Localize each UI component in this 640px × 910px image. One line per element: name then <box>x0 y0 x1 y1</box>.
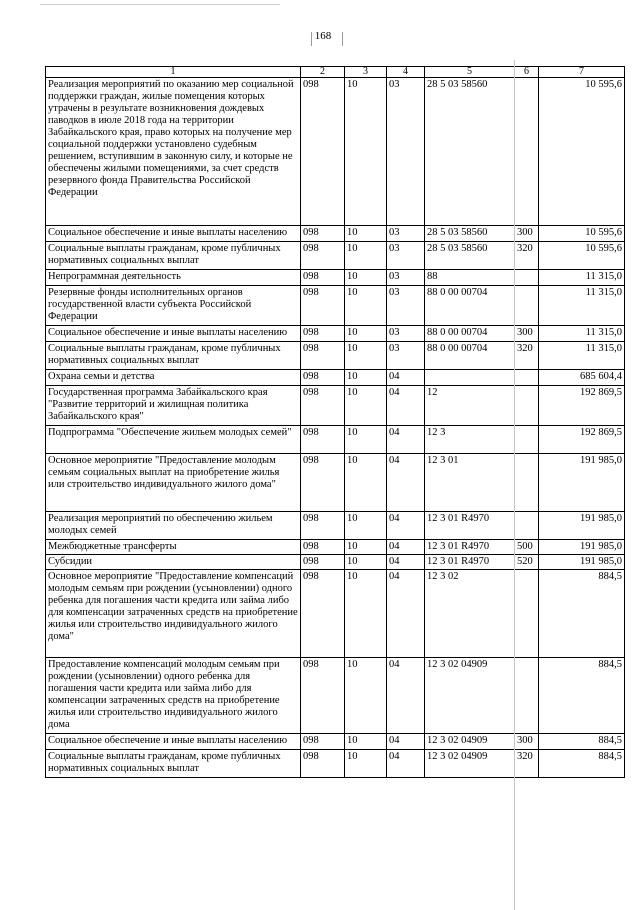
scan-tick-right <box>342 32 343 46</box>
row-target-article-cell <box>425 370 515 386</box>
table-row <box>46 270 625 286</box>
table-row <box>46 226 625 242</box>
row-target-article-cell: 12 3 01 R4970 <box>425 540 515 555</box>
row-amount-cell: 191 985,0 <box>539 454 625 512</box>
row-ved-cell: 098 <box>301 555 345 570</box>
row-name-cell: Социальное обеспечение и иные выплаты населению <box>46 326 301 342</box>
row-name-cell: Государственная программа Забайкальского края "Развитие территорий и жилищная политика Забайкальского края" <box>46 386 301 426</box>
header-col-3: 3 <box>345 67 387 78</box>
row-target-article-cell: 28 5 03 58560 <box>425 78 515 226</box>
table-row <box>46 734 625 750</box>
row-section-cell: 10 <box>345 426 387 454</box>
header-col-2: 2 <box>301 67 345 78</box>
budget-table <box>45 66 625 778</box>
row-ved-cell: 098 <box>301 734 345 750</box>
row-target-article-cell: 88 0 00 00704 <box>425 342 515 370</box>
row-expense-type-cell: 500 <box>515 540 539 555</box>
row-name-cell: Социальные выплаты гражданам, кроме публичных нормативных социальных выплат <box>46 242 301 270</box>
row-ved-cell: 098 <box>301 512 345 540</box>
row-section-cell: 10 <box>345 242 387 270</box>
row-amount-cell: 884,5 <box>539 750 625 778</box>
row-subsection-cell: 03 <box>387 286 425 326</box>
row-amount-cell: 884,5 <box>539 570 625 658</box>
row-ved-cell: 098 <box>301 78 345 226</box>
row-section-cell: 10 <box>345 734 387 750</box>
row-amount-cell: 685 604,4 <box>539 370 625 386</box>
row-target-article-cell: 88 0 00 00704 <box>425 286 515 326</box>
row-target-article-cell: 12 3 02 04909 <box>425 734 515 750</box>
row-expense-type-cell: 300 <box>515 734 539 750</box>
row-expense-type-cell: 320 <box>515 342 539 370</box>
row-section-cell: 10 <box>345 326 387 342</box>
row-subsection-cell: 03 <box>387 342 425 370</box>
row-amount-cell: 191 985,0 <box>539 555 625 570</box>
row-target-article-cell: 12 3 02 04909 <box>425 750 515 778</box>
table-row <box>46 540 625 555</box>
row-section-cell: 10 <box>345 370 387 386</box>
table-row <box>46 286 625 326</box>
row-ved-cell: 098 <box>301 658 345 734</box>
row-expense-type-cell <box>515 78 539 226</box>
row-subsection-cell: 03 <box>387 78 425 226</box>
scan-fold-line <box>514 60 515 910</box>
row-section-cell: 10 <box>345 658 387 734</box>
row-name-cell: Основное мероприятие "Предоставление компенсаций молодым семьям при рождении (усыновлении) одного ребенка для погашения части кредита или займа либо для компенсации затраченных средств на приобретение жилья или строительство индивидуального жилого дома" <box>46 570 301 658</box>
row-expense-type-cell <box>515 270 539 286</box>
row-target-article-cell: 12 3 <box>425 426 515 454</box>
row-expense-type-cell: 320 <box>515 242 539 270</box>
row-section-cell: 10 <box>345 286 387 326</box>
row-target-article-cell: 28 5 03 58560 <box>425 226 515 242</box>
row-ved-cell: 098 <box>301 286 345 326</box>
row-expense-type-cell: 520 <box>515 555 539 570</box>
row-ved-cell: 098 <box>301 270 345 286</box>
row-subsection-cell: 04 <box>387 454 425 512</box>
row-expense-type-cell <box>515 512 539 540</box>
row-expense-type-cell <box>515 370 539 386</box>
row-expense-type-cell <box>515 386 539 426</box>
row-subsection-cell: 04 <box>387 555 425 570</box>
row-name-cell: Резервные фонды исполнительных органов государственной власти субъекта Российской Федерации <box>46 286 301 326</box>
row-expense-type-cell: 300 <box>515 326 539 342</box>
row-subsection-cell: 04 <box>387 540 425 555</box>
row-target-article-cell: 88 <box>425 270 515 286</box>
row-name-cell: Социальные выплаты гражданам, кроме публичных нормативных социальных выплат <box>46 750 301 778</box>
row-amount-cell: 10 595,6 <box>539 78 625 226</box>
header-col-5: 5 <box>425 67 515 78</box>
row-amount-cell: 11 315,0 <box>539 326 625 342</box>
table-row <box>46 242 625 270</box>
row-subsection-cell: 04 <box>387 734 425 750</box>
row-section-cell: 10 <box>345 226 387 242</box>
row-amount-cell: 191 985,0 <box>539 540 625 555</box>
row-subsection-cell: 04 <box>387 426 425 454</box>
row-section-cell: 10 <box>345 454 387 512</box>
row-ved-cell: 098 <box>301 226 345 242</box>
row-ved-cell: 098 <box>301 370 345 386</box>
table-row <box>46 426 625 454</box>
table-row <box>46 750 625 778</box>
row-name-cell: Предоставление компенсаций молодым семьям при рождении (усыновлении) одного ребенка для погашения части кредита или займа либо для компенсации затраченных средств на приобретение жилья или строительство индивидуального жилого дома <box>46 658 301 734</box>
row-amount-cell: 884,5 <box>539 734 625 750</box>
row-section-cell: 10 <box>345 78 387 226</box>
table-row <box>46 370 625 386</box>
row-section-cell: 10 <box>345 270 387 286</box>
row-ved-cell: 098 <box>301 750 345 778</box>
row-subsection-cell: 03 <box>387 270 425 286</box>
table-row <box>46 386 625 426</box>
row-name-cell: Реализация мероприятий по оказанию мер социальной поддержки граждан, жилые помещения которых утрачены в результате возникновения дождевых паводков в июле 2018 года на территории Забайкальского края, право которых на получение мер социальной поддержки установлено судебным решением, вступившим в законную силу, и которые не обеспечены жилыми помещениями, за счет средств резервного фонда Правительства Российской Федерации <box>46 78 301 226</box>
row-subsection-cell: 04 <box>387 370 425 386</box>
row-name-cell: Реализация мероприятий по обеспечению жильем молодых семей <box>46 512 301 540</box>
scan-top-edge <box>40 4 280 5</box>
row-subsection-cell: 04 <box>387 658 425 734</box>
row-amount-cell: 191 985,0 <box>539 512 625 540</box>
row-subsection-cell: 04 <box>387 750 425 778</box>
row-amount-cell: 11 315,0 <box>539 270 625 286</box>
row-target-article-cell: 12 3 01 <box>425 454 515 512</box>
row-subsection-cell: 04 <box>387 512 425 540</box>
row-name-cell: Охрана семьи и детства <box>46 370 301 386</box>
row-name-cell: Основное мероприятие "Предоставление молодым семьям социальных выплат на приобретение жилья или строительство индивидуального жилого дома" <box>46 454 301 512</box>
table-row <box>46 555 625 570</box>
row-name-cell: Социальные выплаты гражданам, кроме публичных нормативных социальных выплат <box>46 342 301 370</box>
row-amount-cell: 11 315,0 <box>539 286 625 326</box>
table-row <box>46 512 625 540</box>
header-col-6: 6 <box>515 67 539 78</box>
row-name-cell: Непрограммная деятельность <box>46 270 301 286</box>
row-target-article-cell: 12 3 01 R4970 <box>425 512 515 540</box>
header-col-7: 7 <box>539 67 625 78</box>
row-amount-cell: 884,5 <box>539 658 625 734</box>
row-expense-type-cell: 300 <box>515 226 539 242</box>
row-target-article-cell: 12 3 02 04909 <box>425 658 515 734</box>
row-amount-cell: 11 315,0 <box>539 342 625 370</box>
row-target-article-cell: 12 3 02 <box>425 570 515 658</box>
row-section-cell: 10 <box>345 540 387 555</box>
table-row <box>46 454 625 512</box>
row-expense-type-cell <box>515 426 539 454</box>
row-ved-cell: 098 <box>301 426 345 454</box>
row-amount-cell: 192 869,5 <box>539 386 625 426</box>
row-name-cell: Социальное обеспечение и иные выплаты населению <box>46 226 301 242</box>
row-amount-cell: 192 869,5 <box>539 426 625 454</box>
row-name-cell: Социальное обеспечение и иные выплаты населению <box>46 734 301 750</box>
row-ved-cell: 098 <box>301 342 345 370</box>
row-amount-cell: 10 595,6 <box>539 242 625 270</box>
row-target-article-cell: 12 3 01 R4970 <box>425 555 515 570</box>
header-col-4: 4 <box>387 67 425 78</box>
table-row <box>46 326 625 342</box>
row-expense-type-cell <box>515 658 539 734</box>
table-row <box>46 570 625 658</box>
row-section-cell: 10 <box>345 570 387 658</box>
row-amount-cell: 10 595,6 <box>539 226 625 242</box>
row-expense-type-cell: 320 <box>515 750 539 778</box>
row-target-article-cell: 12 <box>425 386 515 426</box>
row-expense-type-cell <box>515 286 539 326</box>
row-ved-cell: 098 <box>301 242 345 270</box>
row-subsection-cell: 03 <box>387 326 425 342</box>
row-expense-type-cell <box>515 570 539 658</box>
table-row <box>46 658 625 734</box>
row-ved-cell: 098 <box>301 326 345 342</box>
row-expense-type-cell <box>515 454 539 512</box>
row-section-cell: 10 <box>345 512 387 540</box>
table-row <box>46 78 625 226</box>
header-col-1: 1 <box>46 67 301 78</box>
row-ved-cell: 098 <box>301 570 345 658</box>
row-target-article-cell: 28 5 03 58560 <box>425 242 515 270</box>
row-ved-cell: 098 <box>301 540 345 555</box>
row-subsection-cell: 04 <box>387 570 425 658</box>
row-subsection-cell: 03 <box>387 226 425 242</box>
row-ved-cell: 098 <box>301 454 345 512</box>
row-section-cell: 10 <box>345 342 387 370</box>
row-subsection-cell: 04 <box>387 386 425 426</box>
row-name-cell: Субсидии <box>46 555 301 570</box>
table-header-row <box>46 67 625 78</box>
row-subsection-cell: 03 <box>387 242 425 270</box>
row-name-cell: Подпрограмма "Обеспечение жильем молодых семей" <box>46 426 301 454</box>
row-name-cell: Межбюджетные трансферты <box>46 540 301 555</box>
row-section-cell: 10 <box>345 386 387 426</box>
page-number: 168 <box>314 30 332 42</box>
row-section-cell: 10 <box>345 555 387 570</box>
table-row <box>46 342 625 370</box>
row-target-article-cell: 88 0 00 00704 <box>425 326 515 342</box>
row-ved-cell: 098 <box>301 386 345 426</box>
row-section-cell: 10 <box>345 750 387 778</box>
